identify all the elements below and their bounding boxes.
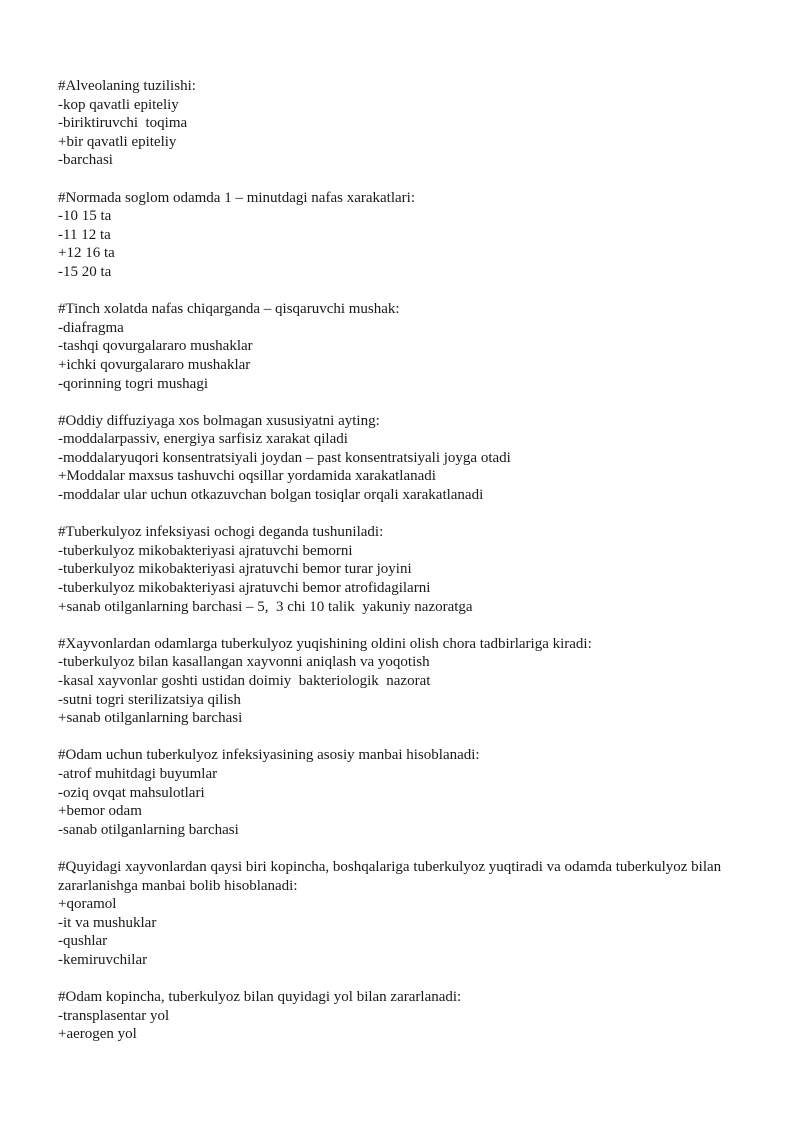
answer-option: -diafragma (58, 319, 124, 336)
document-body (58, 77, 758, 1062)
answer-option: -10 15 ta (58, 208, 112, 225)
answer-option: -qushlar (58, 933, 108, 950)
answer-option: -moddalarpassiv, energiya sarfisiz xarakat qiladi (58, 431, 348, 448)
answer-option: -moddalar ular uchun otkazuvchan bolgan tosiqlar orqali xarakatlanadi (58, 487, 484, 504)
answer-option: -tuberkulyoz mikobakteriyasi ajratuvchi bemor turar joyini (58, 561, 412, 578)
answer-option: -atrof muhitdagi buyumlar (58, 765, 218, 782)
answer-option: +Moddalar maxsus tashuvchi oqsillar yordamida xarakatlanadi (58, 468, 436, 485)
question-block (58, 988, 758, 1044)
answer-option: -kemiruvchilar (58, 951, 148, 968)
answer-option: -moddalaryuqori konsentratsiyali joydan – past konsentratsiyali joyga otadi (58, 449, 511, 466)
answer-option: -tashqi qovurgalararo mushaklar (58, 338, 253, 355)
answer-option: -tuberkulyoz mikobakteriyasi ajratuvchi bemor atrofidagilarni (58, 580, 431, 597)
question-stem: #Odam kopincha, tuberkulyoz bilan quyidagi yol bilan zararlanadi: (58, 989, 462, 1006)
answer-option: -11 12 ta (58, 226, 111, 243)
answer-option: +aerogen yol (58, 1026, 137, 1043)
answer-option: -it va mushuklar (58, 914, 157, 931)
question-block (58, 746, 758, 839)
answer-option: -sanab otilganlarning barchasi (58, 821, 239, 838)
answer-option: -barchasi (58, 152, 113, 169)
question-block (58, 635, 758, 728)
answer-option: +sanab otilganlarning barchasi – 5, 3 chi 10 talik yakuniy nazoratga (58, 598, 473, 615)
question-stem: #Xayvonlardan odamlarga tuberkulyoz yuqishining oldini olish chora tadbirlariga kiradi: (58, 635, 592, 652)
answer-option: -tuberkulyoz mikobakteriyasi ajratuvchi bemorni (58, 542, 353, 559)
answer-option: +bir qavatli epiteliy (58, 133, 177, 150)
question-stem: #Quyidagi xayvonlardan qaysi biri kopincha, boshqalariga tuberkulyoz yuqtiradi va odamda tuberkulyoz bilan zararlanishga manbai bolib hisoblanadi: (58, 858, 722, 894)
question-stem: #Normada soglom odamda 1 – minutdagi nafas xarakatlari: (58, 189, 415, 206)
question-stem: #Oddiy diffuziyaga xos bolmagan xususiyatni ayting: (58, 412, 380, 429)
answer-option: -transplasentar yol (58, 1007, 170, 1024)
question-stem: #Alveolaning tuzilishi: (58, 78, 196, 94)
question-stem: #Odam uchun tuberkulyoz infeksiyasining asosiy manbai hisoblanadi: (58, 747, 480, 764)
question-block (58, 189, 758, 282)
answer-option: +qoramol (58, 896, 117, 913)
answer-option: -kop qavatli epiteliy (58, 96, 179, 113)
answer-option: -sutni togri sterilizatsiya qilish (58, 691, 241, 708)
answer-option: -biriktiruvchi toqima (58, 115, 188, 132)
answer-option: -kasal xayvonlar goshti ustidan doimiy bakteriologik nazorat (58, 673, 431, 689)
question-block (58, 523, 758, 616)
answer-option: +sanab otilganlarning barchasi (58, 710, 243, 727)
answer-option: -qorinning togri mushagi (58, 375, 208, 392)
answer-option: +12 16 ta (58, 245, 115, 262)
question-block (58, 300, 758, 393)
answer-option: -oziq ovqat mahsulotlari (58, 784, 205, 801)
question-block (58, 412, 758, 505)
answer-option: +ichki qovurgalararo mushaklar (58, 356, 251, 373)
answer-option: +bemor odam (58, 803, 142, 820)
question-stem: #Tinch xolatda nafas chiqarganda – qisqaruvchi mushak: (58, 301, 400, 318)
question-stem: #Tuberkulyoz infeksiyasi ochogi deganda tushuniladi: (58, 524, 384, 541)
question-block (58, 858, 758, 970)
answer-option: -tuberkulyoz bilan kasallangan xayvonni aniqlash va yoqotish (58, 654, 430, 671)
question-block (58, 77, 758, 170)
answer-option: -15 20 ta (58, 263, 112, 280)
